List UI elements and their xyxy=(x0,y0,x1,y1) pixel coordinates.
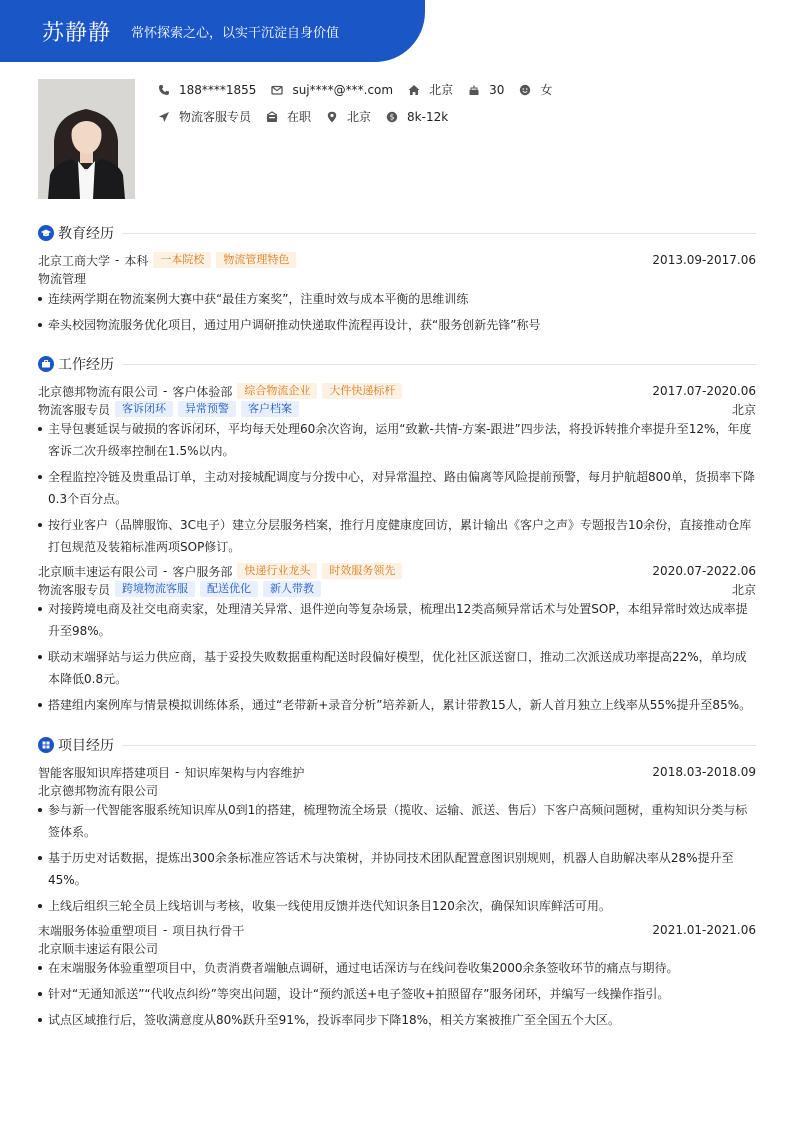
work-date: 2017.07-2020.06 xyxy=(652,384,756,398)
send-icon xyxy=(158,111,170,123)
job-role: 物流客服专员 xyxy=(38,402,111,417)
work-title: 工作经历 xyxy=(58,357,114,373)
gender-value: 女 xyxy=(540,83,553,97)
target-position-value: 物流客服专员 xyxy=(179,110,252,124)
work-city: 北京 xyxy=(731,582,756,597)
separator: - xyxy=(115,253,120,267)
project-company: 北京顺丰速运有限公司 xyxy=(38,941,159,956)
phone-icon xyxy=(158,84,170,96)
education-bullet: 牵头校园物流服务优化项目，通过用户调研推动快递取件流程再设计，获“服务创新先锋”称号 xyxy=(38,314,756,336)
target-position-item xyxy=(158,108,251,125)
avatar xyxy=(38,79,135,199)
project-role: 知识库架构与内容维护 xyxy=(184,765,305,780)
project-date: 2018.03-2018.09 xyxy=(652,765,756,779)
education-date: 2013.09-2017.06 xyxy=(652,253,756,267)
major: 物流管理 xyxy=(38,271,87,286)
project-name: 末端服务体验重塑项目 xyxy=(38,923,159,938)
location-icon xyxy=(326,111,338,123)
salary-item xyxy=(386,110,448,124)
section-divider xyxy=(122,745,756,746)
target-city-item xyxy=(326,108,371,125)
salary-value: 8k-12k xyxy=(407,109,449,124)
role-tag: 跨境物流客服 xyxy=(115,581,195,597)
mail-icon xyxy=(271,84,283,96)
company-name: 北京顺丰速运有限公司 xyxy=(38,564,159,579)
work-bullet: 搭建组内案例库与情景模拟训练体系，通过“老带新+录音分析”培养新人，累计带教15人，新人首月独立上线率从55%提升至85%。 xyxy=(38,694,756,716)
residence-value: 北京 xyxy=(429,83,454,97)
school-name: 北京工商大学 xyxy=(38,253,111,268)
grid-icon xyxy=(38,737,54,753)
department: 客户服务部 xyxy=(172,564,233,579)
work-entry xyxy=(38,562,756,720)
work-entry xyxy=(38,382,756,562)
age-value: 30 xyxy=(489,82,505,97)
company-tag: 快递行业龙头 xyxy=(237,563,317,579)
company-tag: 综合物流企业 xyxy=(237,383,317,399)
job-intent-row xyxy=(158,108,463,125)
phone-value: 188****1855 xyxy=(179,82,257,97)
separator: - xyxy=(175,765,180,779)
project-role: 项目执行骨干 xyxy=(172,923,245,938)
role-tag: 客诉闭环 xyxy=(115,401,173,417)
company-tag: 大件快递标杆 xyxy=(322,383,402,399)
education-bullet: 连续两学期在物流案例大赛中获“最佳方案奖”，注重时效与成本平衡的思维训练 xyxy=(38,288,756,310)
cake-icon xyxy=(468,84,480,96)
work-bullet: 联动末端驿站与运力供应商，基于妥投失败数据重构配送时段偏好模型，优化社区派送窗口，推动二次派送成功率提高22%，单均成本降低0.8元。 xyxy=(38,646,756,690)
employment-status-value: 在职 xyxy=(287,110,312,124)
work-bullet: 对接跨境电商及社交电商卖家，处理清关异常、退件逆向等复杂场景，梳理出12类高频异常话术与处置SOP，本组异常时效达成率提升至98%。 xyxy=(38,598,756,642)
gender-item xyxy=(519,81,552,98)
education-entry xyxy=(38,251,756,340)
salary-icon xyxy=(386,111,398,123)
separator: - xyxy=(163,384,168,398)
degree: 本科 xyxy=(124,253,149,268)
project-name: 智能客服知识库搭建项目 xyxy=(38,765,171,780)
project-title: 项目经历 xyxy=(58,738,114,754)
header-band xyxy=(0,0,425,62)
school-tag: 物流管理特色 xyxy=(216,252,296,268)
age-item xyxy=(468,83,504,97)
separator: - xyxy=(163,923,168,937)
section-divider xyxy=(122,364,756,365)
contact-row xyxy=(158,81,567,98)
employment-status-item xyxy=(266,108,311,125)
company-tag: 时效服务领先 xyxy=(322,563,402,579)
role-tag: 异常预警 xyxy=(178,401,236,417)
phone-item xyxy=(158,83,256,97)
project-entry xyxy=(38,921,756,1035)
project-company: 北京德邦物流有限公司 xyxy=(38,783,159,798)
role-tag: 客户档案 xyxy=(241,401,299,417)
project-bullet: 针对“无通知派送”“代收点纠纷”等突出问题，设计“预约派送+电子签收+拍照留存”服务闭环，并编写一线操作指引。 xyxy=(38,983,756,1005)
department: 客户体验部 xyxy=(172,384,233,399)
project-bullet: 试点区域推行后，签收满意度从80%跃升至91%，投诉率同步下降18%，相关方案被推广至全国五个大区。 xyxy=(38,1009,756,1031)
candidate-motto: 常怀探索之心，以实干沉淀自身价值 xyxy=(131,25,340,41)
work-bullet: 主导包裹延误与破损的客诉闭环，平均每天处理60余次咨询，运用“致歉-共情-方案-跟进”四步法，将投诉转推介率提升至12%，年度客诉二次升级率控制在1.5%以内。 xyxy=(38,418,756,462)
work-date: 2020.07-2022.06 xyxy=(652,564,756,578)
work-bullet: 全程监控冷链及贵重品订单，主动对接城配调度与分拨中心，对异常温控、路由偏离等风险提前预警，每月护航超800单，货损率下降0.3个百分点。 xyxy=(38,466,756,510)
project-section-header xyxy=(38,736,756,754)
work-bullet: 按行业客户（品牌服饰、3C电子）建立分层服务档案，推行月度健康度回访，累计输出《客户之声》专题报告10余份，直接推动仓库打包规范及装箱标准两项SOP修订。 xyxy=(38,514,756,558)
svg-text:$: $ xyxy=(389,112,395,122)
project-bullet: 在末端服务体验重塑项目中，负责消费者端触点调研，通过电话深访与在线问卷收集2000余条签收环节的痛点与期待。 xyxy=(38,957,756,979)
project-bullet: 上线后组织三轮全员上线培训与考核，收集一线使用反馈并迭代知识条目120余次，确保知识库鲜活可用。 xyxy=(38,895,756,917)
gender-icon xyxy=(519,84,531,96)
job-role: 物流客服专员 xyxy=(38,582,111,597)
education-section-header xyxy=(38,224,756,242)
section-divider xyxy=(122,233,756,234)
home-icon xyxy=(408,84,420,96)
role-tag: 配送优化 xyxy=(200,581,258,597)
target-city-value: 北京 xyxy=(347,110,372,124)
school-tag: 一本院校 xyxy=(153,252,211,268)
status-icon xyxy=(266,111,278,123)
project-entry xyxy=(38,763,756,921)
residence-item xyxy=(408,81,453,98)
project-bullet: 基于历史对话数据，提炼出300余条标准应答话术与决策树，并协同技术团队配置意图识别规则，机器人自助解决率从28%提升至45%。 xyxy=(38,847,756,891)
email-value: suj****@***.com xyxy=(292,82,394,97)
graduation-cap-icon xyxy=(38,225,54,241)
candidate-name: 苏静静 xyxy=(42,20,112,46)
project-date: 2021.01-2021.06 xyxy=(652,923,756,937)
separator: - xyxy=(163,564,168,578)
work-section-header xyxy=(38,355,756,373)
education-title: 教育经历 xyxy=(58,226,114,242)
email-item xyxy=(271,83,393,97)
work-city: 北京 xyxy=(731,402,756,417)
briefcase-icon xyxy=(38,356,54,372)
project-bullet: 参与新一代智能客服系统知识库从0到1的搭建，梳理物流全场景（揽收、运输、派送、售后）下客户高频问题树，重构知识分类与标签体系。 xyxy=(38,799,756,843)
role-tag: 新人带教 xyxy=(263,581,321,597)
company-name: 北京德邦物流有限公司 xyxy=(38,384,159,399)
